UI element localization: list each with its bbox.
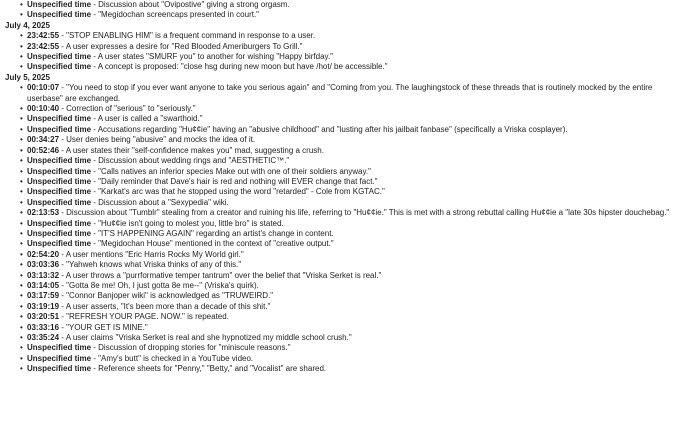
entry-time: Unspecified time xyxy=(27,239,92,249)
entry-time: 03:17:59 xyxy=(27,291,60,301)
entry-text: - "Yahweh knows what Vriska thinks of any of this." xyxy=(61,260,242,270)
entry-time: 03:13:32 xyxy=(27,270,60,280)
entry-list xyxy=(5,31,679,73)
list-item xyxy=(27,312,679,322)
entry-text: - "YOUR GET IS MINE." xyxy=(61,322,148,332)
entry-text: - "STOP ENABLING HIM" is a frequent command in response to a user. xyxy=(61,31,316,41)
entry-text: - "Calls natives an inferior species Make out with one of their soldiers anyway." xyxy=(93,166,371,176)
entry-list xyxy=(5,0,679,21)
list-item xyxy=(27,291,679,301)
entry-time: Unspecified time xyxy=(27,166,92,176)
entry-text: - User denies being "abusive" and mocks the idea of it. xyxy=(61,135,256,145)
list-item xyxy=(27,208,679,218)
entry-text: - "Gotta 8e me! Oh, I just gotta 8e me--" (Vriska's quirk). xyxy=(61,280,259,290)
entry-text: - A user asserts, "It's been more than a decade of this shit." xyxy=(61,301,271,311)
entry-time: 03:19:19 xyxy=(27,301,60,311)
entry-text: - "REFRESH YOUR PAGE. NOW." is repeated. xyxy=(61,312,229,322)
entry-text: - A user claims "Vriska Serket is real and she hypnotized my middle school crush." xyxy=(61,333,352,342)
list-item xyxy=(27,125,679,135)
entry-text: - "IT'S HAPPENING AGAIN" regarding an artist's change in content. xyxy=(93,228,334,238)
entry-time: Unspecified time xyxy=(27,176,92,186)
entry-text: - "Connor Banjoper wiki" is acknowledged as "TRUWEIRD." xyxy=(61,291,274,301)
list-item xyxy=(27,333,679,343)
list-item xyxy=(27,104,679,114)
entry-time: Unspecified time xyxy=(27,124,92,134)
entry-time: 23:42:55 xyxy=(27,41,60,51)
entry-text: - Correction of "serious" to "seriously." xyxy=(61,104,196,114)
entry-time: Unspecified time xyxy=(27,114,92,124)
entry-text: - A user states "SMURF you" to another for wishing "Happy birfday." xyxy=(93,52,334,62)
entry-text: - Discussion about "Ovipostive" giving a strong orgasm. xyxy=(93,0,290,9)
list-item xyxy=(27,156,679,166)
list-item xyxy=(27,187,679,197)
list-item xyxy=(27,229,679,239)
entry-time: 03:33:16 xyxy=(27,322,60,332)
list-item xyxy=(27,302,679,312)
entry-time: Unspecified time xyxy=(27,218,92,228)
entry-time: Unspecified time xyxy=(27,197,92,207)
list-item xyxy=(27,0,679,10)
entry-time: 02:13:53 xyxy=(27,208,60,218)
list-item xyxy=(27,354,679,364)
list-item xyxy=(27,239,679,249)
list-item xyxy=(27,364,679,374)
entry-text: - A concept is proposed: "close hsg during new moon but have /hot/ be accessible." xyxy=(93,62,388,72)
entry-text: - Accusations regarding "Hu¢¢ie" having an "abusive childhood" and "lusting after his jailbait fanbase" (specifically a Vriska cosplayer). xyxy=(93,124,568,134)
entry-text: - "Hu¢¢ie isn't going to molest you, little bro" is stated. xyxy=(93,218,284,228)
entry-text: - "Karkat's arc was that he stopped using the word "retarded" - Cole from KGTAC." xyxy=(93,187,385,197)
list-item xyxy=(27,62,679,72)
entry-time: 03:14:05 xyxy=(27,280,60,290)
list-item xyxy=(27,114,679,124)
entry-text: - "You need to stop if you ever want anyone to take you serious again" and "Coming from you. The laughingstock of these threads that is routinely mocked by the entire userbase" are exchanged. xyxy=(27,83,653,103)
entry-time: Unspecified time xyxy=(27,187,92,197)
entry-time: 03:20:51 xyxy=(27,312,60,322)
entry-text: - "Megidochan House" mentioned in the context of "creative output." xyxy=(93,239,334,249)
list-item xyxy=(27,42,679,52)
list-item xyxy=(27,52,679,62)
entry-time: Unspecified time xyxy=(27,228,92,238)
date-heading: July 5, 2025 xyxy=(5,72,50,82)
list-item xyxy=(27,343,679,353)
entry-time: 00:10:40 xyxy=(27,104,60,114)
list-item xyxy=(27,260,679,270)
entry-time: Unspecified time xyxy=(27,62,92,72)
entry-text: - A user is called a "swarthoid." xyxy=(93,114,203,124)
entry-time: Unspecified time xyxy=(27,0,92,9)
entry-text: - "Daily reminder that Dave's hair is red and nothing will EVER change that fact." xyxy=(93,176,378,186)
entry-time: 03:03:36 xyxy=(27,260,60,270)
entry-text: - A user states their "self-confidence makes you" mad, suggesting a crush. xyxy=(61,145,324,155)
entry-time: Unspecified time xyxy=(27,364,92,374)
entry-text: - "Megidochan screencaps presented in court." xyxy=(93,10,260,20)
entry-time: 03:35:24 xyxy=(27,333,60,342)
entry-time: 02:54:20 xyxy=(27,249,60,259)
entry-time: 00:52:46 xyxy=(27,145,60,155)
entry-time: Unspecified time xyxy=(27,353,92,363)
list-item xyxy=(27,83,679,104)
list-item xyxy=(27,10,679,20)
entry-time: Unspecified time xyxy=(27,10,92,20)
date-heading: July 4, 2025 xyxy=(5,20,50,30)
entry-text: - Discussion about a "Sexypedia" wiki. xyxy=(93,197,229,207)
entry-text: - Reference sheets for "Penny," "Betty," and "Vocalist" are shared. xyxy=(93,364,327,374)
list-item xyxy=(27,31,679,41)
list-item xyxy=(27,167,679,177)
list-item xyxy=(27,250,679,260)
entry-time: Unspecified time xyxy=(27,52,92,62)
entry-time: 00:10:07 xyxy=(27,83,60,93)
entry-time: Unspecified time xyxy=(27,343,92,353)
entry-text: - A user expresses a desire for "Red Blooded Ameriburgers To Grill." xyxy=(61,41,303,51)
list-item xyxy=(27,177,679,187)
entry-text: - Discussion about wedding rings and "AESTHETIC™." xyxy=(93,156,290,166)
list-item xyxy=(27,323,679,333)
entry-text: - "Amy's butt" is checked in a YouTube video. xyxy=(93,353,254,363)
entry-time: Unspecified time xyxy=(27,156,92,166)
entry-text: - Discussion about "Tumblr" stealing from a creator and ruining his life, referring to "Hu¢¢ie." This is met with a strong rebuttal calling Hu¢¢ie a "late 30s hipster douchebag." xyxy=(61,208,670,218)
list-item xyxy=(27,198,679,208)
list-item xyxy=(27,281,679,291)
entry-list xyxy=(5,83,679,374)
entry-text: - A user throws a "purrformative temper tantrum" over the belief that "Vriska Serket is real." xyxy=(61,270,382,280)
entry-time: 00:34:27 xyxy=(27,135,60,145)
list-item xyxy=(27,135,679,145)
entry-time: 23:42:55 xyxy=(27,31,60,41)
list-item xyxy=(27,146,679,156)
list-item xyxy=(27,219,679,229)
entry-text: - Discussion of dropping stories for "miniscule reasons." xyxy=(93,343,291,353)
entry-text: - A user mentions "Eric Harris Rocks My World girl." xyxy=(61,249,244,259)
list-item xyxy=(27,271,679,281)
